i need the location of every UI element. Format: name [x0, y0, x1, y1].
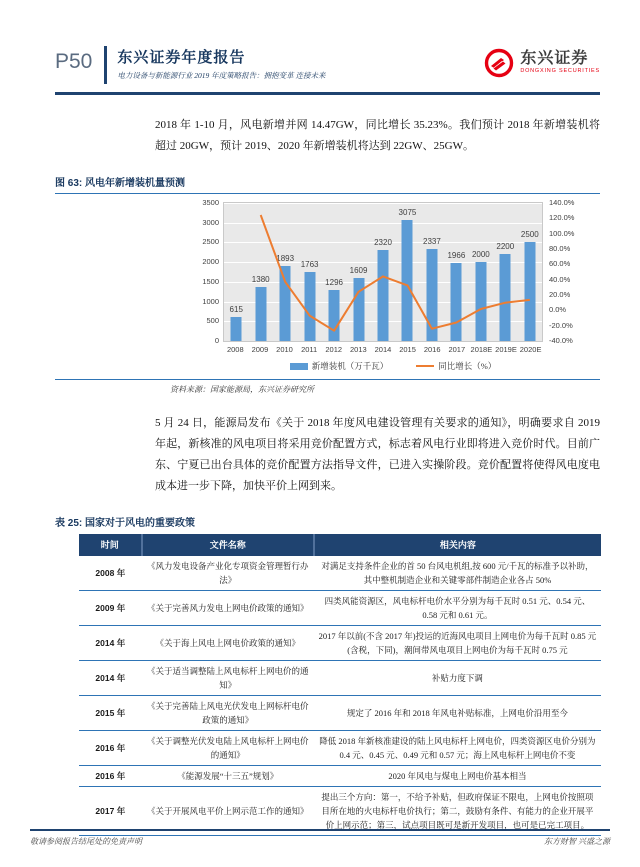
- brand-name-cn: 东兴证券: [520, 50, 589, 68]
- time-cell: 2015 年: [95, 708, 126, 718]
- source-note: 资料来源：国家能源局，东兴证券研究所: [170, 385, 314, 394]
- doc-cell: 《关于完善陆上风电光伏发电上网标杆电价政策的通知》: [146, 701, 309, 725]
- bar-value-label: 2337: [423, 236, 441, 246]
- legend-item-bar: [290, 360, 389, 372]
- line-swatch-icon: [416, 365, 434, 367]
- content-cell: 提出三个方向：第一，不给予补贴，但政府保证不限电，上网电价按照项目所在地的火电标杆电价执行；第二，鼓励有条件、有能力的企业开展平价上网示范；第三，试点项目既可是新开发项目，也可是已完工项目。: [321, 792, 594, 830]
- time-cell: 2009 年: [95, 603, 126, 613]
- bar-value-label: 2200: [496, 242, 515, 252]
- bar-value-label: 615: [229, 304, 243, 314]
- content-cell: 2017 年以前(不含 2017 年)投运的近海风电项目上网电价为每千瓦时 0.85 元(含税，下同)，潮间带风电项目上网电价为每千瓦时 0.75 元: [318, 631, 597, 655]
- figure-bottom-rule: [55, 379, 600, 380]
- chart: [197, 198, 589, 345]
- growth-line: [224, 203, 542, 341]
- right-tick-label: 0.0%: [549, 305, 567, 315]
- x-tick-label: 2016: [423, 345, 441, 354]
- policy-table-head: [79, 534, 601, 556]
- x-tick-label: 2012: [325, 345, 343, 354]
- left-axis: [197, 198, 223, 345]
- table-row: [79, 696, 601, 731]
- left-tick-label: 2500: [202, 237, 219, 247]
- table-row: [79, 556, 601, 591]
- footer-rule: [30, 829, 610, 831]
- left-tick-label: 1500: [202, 276, 219, 286]
- right-tick-label: 60.0%: [549, 259, 571, 269]
- header-titles: [117, 46, 484, 81]
- intro-paragraph: 2018 年 1-10 月，风电新增并网 14.47GW，同比增长 35.23%。我们预计 2018 年新增装机将超过 20GW，预计 2019、2020 年新增装机将达到 22GW、25GW。: [155, 119, 600, 152]
- legend-line-label: 同比增长（%）: [438, 361, 497, 371]
- policy-paragraph: 5 月 24 日，能源局发布《关于 2018 年度风电建设管理有关要求的通知》，明确要求自 2019 年起，新核准的风电项目将采用竞价配置方式，标志着风电行业即将进入竞价时代。目前广东、宁夏已出台具体的竞价配置方法指导文件，已进入实操阶段。竞价配置将使得风电度电成本进一步下降，加快平价上网到来。: [155, 417, 600, 492]
- brand-text: [520, 51, 600, 75]
- content-cell: 降低 2018 年新核准建设的陆上风电标杆上网电价，四类资源区电价分别为 0.4 元、0.45 元、0.49 元和 0.57 元；海上风电标杆上网电价不变: [319, 736, 596, 760]
- bar-value-label: 1763: [300, 259, 319, 269]
- doc-cell: 《关于适当调整陆上风电标杆上网电价的通知》: [146, 666, 309, 690]
- content-cell: 补贴力度下调: [431, 673, 483, 683]
- content-cell: 四类风能资源区，风电标杆电价水平分别为每千瓦时 0.51 元、0.54 元、0.58 元和 0.61 元。: [324, 596, 591, 620]
- table-row: [79, 626, 601, 661]
- legend-bar-label: 新增装机（万千瓦）: [311, 361, 389, 371]
- chart-legend: [197, 360, 589, 372]
- x-tick-label: 2017: [448, 345, 466, 354]
- chart-plot: [223, 202, 543, 342]
- right-tick-label: 120.0%: [549, 213, 575, 223]
- content-cell: 对满足支持条件企业的首 50 台风电机组,按 600 元/千瓦的标准予以补助，其中整机制造企业和关键零部件制造企业各占 50%: [321, 561, 594, 585]
- header-cell-doc: 文件名称: [142, 534, 314, 556]
- x-axis-row: [197, 345, 589, 354]
- x-tick-label: 2013: [350, 345, 367, 354]
- page-number: P50: [55, 50, 93, 73]
- x-tick-label: 2009: [251, 345, 269, 354]
- x-tick-label: 2018E: [470, 345, 493, 354]
- table-row: [79, 591, 601, 626]
- bar-swatch-icon: [290, 363, 308, 370]
- figure-title: 图 63: 风电年新增装机量预测: [55, 178, 186, 189]
- bar-value-label: 1380: [251, 274, 270, 284]
- left-tick-label: 500: [206, 316, 219, 326]
- time-cell: 2014 年: [95, 673, 126, 683]
- right-axis: [543, 198, 589, 345]
- legend-item-line: [416, 360, 496, 372]
- right-tick-label: 40.0%: [549, 274, 571, 284]
- time-cell: 2016 年: [95, 743, 126, 753]
- figure-top-rule: [55, 193, 600, 194]
- bar-value-label: 1296: [325, 277, 343, 287]
- bar-value-label: 2320: [374, 237, 392, 247]
- content-cell: 规定了 2016 年和 2018 年风电补贴标准，上网电价沿用至今: [346, 708, 568, 718]
- x-axis-spacer: [543, 345, 589, 354]
- right-tick-label: 140.0%: [549, 198, 575, 207]
- disclaimer-text: 敬请参阅报告结尾处的免责声明: [30, 837, 142, 846]
- header-rule: [55, 92, 600, 95]
- table-row: [79, 661, 601, 696]
- x-tick-label: 2020E: [519, 345, 542, 354]
- right-tick-label: 100.0%: [549, 228, 575, 238]
- policy-table: [79, 534, 601, 836]
- bar-value-label: 3075: [398, 207, 417, 217]
- table-title: 表 25: 国家对于风电的重要政策: [55, 518, 196, 529]
- header-divider: [104, 46, 107, 84]
- right-tick-label: -20.0%: [549, 320, 573, 330]
- left-tick-label: 1000: [202, 296, 219, 306]
- time-cell: 2016 年: [95, 771, 126, 781]
- motto-text: 东方财智 兴盛之源: [544, 837, 610, 846]
- doc-cell: 《关于开展风电平价上网示范工作的通知》: [146, 806, 309, 816]
- dongxing-logo-icon: [484, 48, 514, 78]
- x-tick-label: 2010: [276, 345, 293, 354]
- x-tick-label: 2015: [399, 345, 416, 354]
- header-cell-time: 时间: [79, 534, 142, 556]
- bar-value-label: 1966: [447, 251, 466, 261]
- doc-cell: 《关于调整光伏发电陆上风电标杆上网电价的通知》: [146, 736, 309, 760]
- table-row: [79, 766, 601, 787]
- report-subtitle: 电力设备与新能源行业 2019 年度策略报告：拥抱变革 连接未来: [117, 71, 326, 80]
- x-axis-spacer: [197, 345, 223, 354]
- bar-value-label: 1893: [276, 254, 295, 264]
- bar-value-label: 2500: [520, 230, 539, 240]
- bar-value-label: 1609: [349, 265, 368, 275]
- brand-logo: [484, 46, 600, 78]
- table-header-row: [79, 534, 601, 556]
- x-tick-label: 2011: [301, 345, 318, 354]
- right-tick-label: 20.0%: [549, 290, 571, 299]
- page-footer: [30, 829, 610, 847]
- doc-cell: 《能源发展“十三五”规划》: [177, 771, 279, 781]
- doc-cell: 《关于完善风力发电上网电价政策的通知》: [146, 603, 309, 613]
- policy-table-body: [79, 556, 601, 836]
- doc-cell: 《风力发电设备产业化专项资金管理暂行办法》: [146, 561, 309, 585]
- content-cell: 2020 年风电与煤电上网电价基本相当: [388, 771, 527, 781]
- time-cell: 2017 年: [95, 806, 126, 816]
- right-tick-label: -40.0%: [549, 336, 573, 345]
- report-title: 东兴证券年度报告: [117, 49, 246, 66]
- x-tick-label: 2008: [226, 345, 244, 354]
- page-header: [55, 0, 600, 84]
- right-tick-label: 80.0%: [549, 244, 571, 253]
- x-tick-label: 2014: [374, 345, 392, 354]
- left-tick-label: 3000: [202, 217, 219, 227]
- header-cell-content: 相关内容: [314, 534, 601, 556]
- bar-value-label: 2000: [471, 250, 490, 260]
- doc-cell: 《关于海上风电上网电价政策的通知》: [155, 638, 300, 648]
- x-axis: [223, 345, 543, 354]
- left-tick-label: 3500: [202, 198, 219, 207]
- time-cell: 2008 年: [95, 568, 126, 578]
- x-tick-label: 2019E: [495, 345, 517, 354]
- left-tick-label: 2000: [202, 257, 219, 267]
- table-row: [79, 731, 601, 766]
- brand-name-en: DONGXING SECURITIES: [520, 68, 600, 75]
- time-cell: 2014 年: [95, 638, 126, 648]
- left-tick-label: 0: [214, 336, 219, 345]
